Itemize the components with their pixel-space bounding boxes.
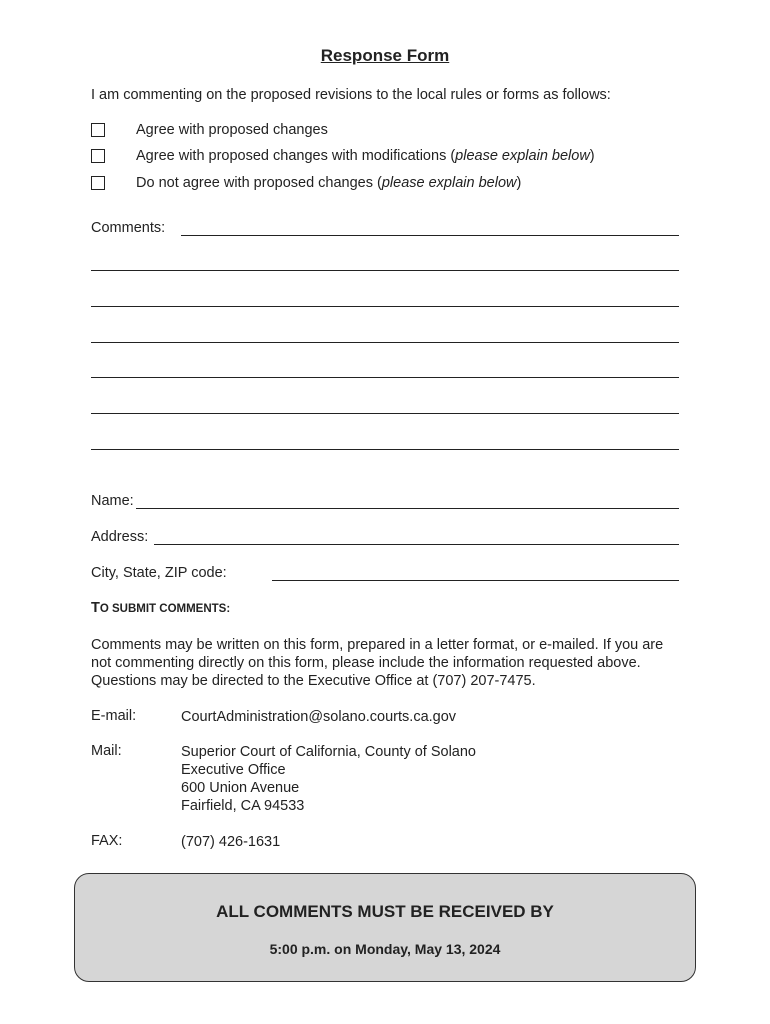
address-label: Address:: [91, 529, 149, 545]
page-title: Response Form: [320, 46, 450, 65]
comments-input-line-2[interactable]: [91, 270, 679, 271]
mail-address: [181, 743, 476, 815]
deadline-date: 5:00 p.m. on Monday, May 13, 2024: [269, 941, 501, 957]
mail-line: Superior Court of California, County of Solano: [181, 744, 476, 760]
mail-line: Fairfield, CA 94533: [181, 798, 305, 814]
option-label: Do not agree with proposed changes (please explain below): [136, 175, 522, 191]
name-input-line[interactable]: [136, 508, 679, 509]
deadline-box: [74, 873, 696, 982]
agree-checkbox[interactable]: [91, 123, 105, 137]
mail-line: 600 Union Avenue: [181, 780, 300, 796]
email-label: E-mail:: [91, 708, 137, 724]
comments-input-line-6[interactable]: [91, 413, 679, 414]
intro-text: I am commenting on the proposed revisions to the local rules or forms as follows:: [91, 87, 611, 103]
address-input-line[interactable]: [154, 544, 679, 545]
comments-input-line-5[interactable]: [91, 377, 679, 378]
comments-input-line-3[interactable]: [91, 306, 679, 307]
option-label: Agree with proposed changes: [136, 122, 328, 138]
option-agree-modifications[interactable]: [91, 146, 595, 166]
submit-instructions: Comments may be written on this form, prepared in a letter format, or e-mailed. If you are not commenting directly on this form, please include the information requested above. Questions may be directed to the Executive Office at (707) 207-7475.: [91, 637, 664, 689]
city-state-zip-label: City, State, ZIP code:: [91, 565, 227, 581]
deadline-title: ALL COMMENTS MUST BE RECEIVED BY: [216, 902, 554, 921]
fax-number: (707) 426-1631: [181, 834, 281, 850]
option-agree[interactable]: [91, 120, 328, 140]
comments-input-line-4[interactable]: [91, 342, 679, 343]
comments-label: Comments:: [91, 220, 166, 236]
mail-label: Mail:: [91, 743, 122, 759]
name-label: Name:: [91, 493, 134, 509]
submit-heading: TO SUBMIT COMMENTS:: [91, 600, 231, 616]
comments-input-line-1[interactable]: [181, 235, 679, 236]
email-link[interactable]: CourtAdministration@solano.courts.ca.gov: [181, 709, 457, 725]
agree-modifications-checkbox[interactable]: [91, 149, 105, 163]
option-label: Agree with proposed changes with modifications (please explain below): [136, 148, 595, 164]
city-state-zip-input-line[interactable]: [272, 580, 679, 581]
disagree-checkbox[interactable]: [91, 176, 105, 190]
option-disagree[interactable]: [91, 173, 521, 193]
fax-label: FAX:: [91, 833, 123, 849]
mail-line: Executive Office: [181, 762, 286, 778]
comments-input-line-7[interactable]: [91, 449, 679, 450]
